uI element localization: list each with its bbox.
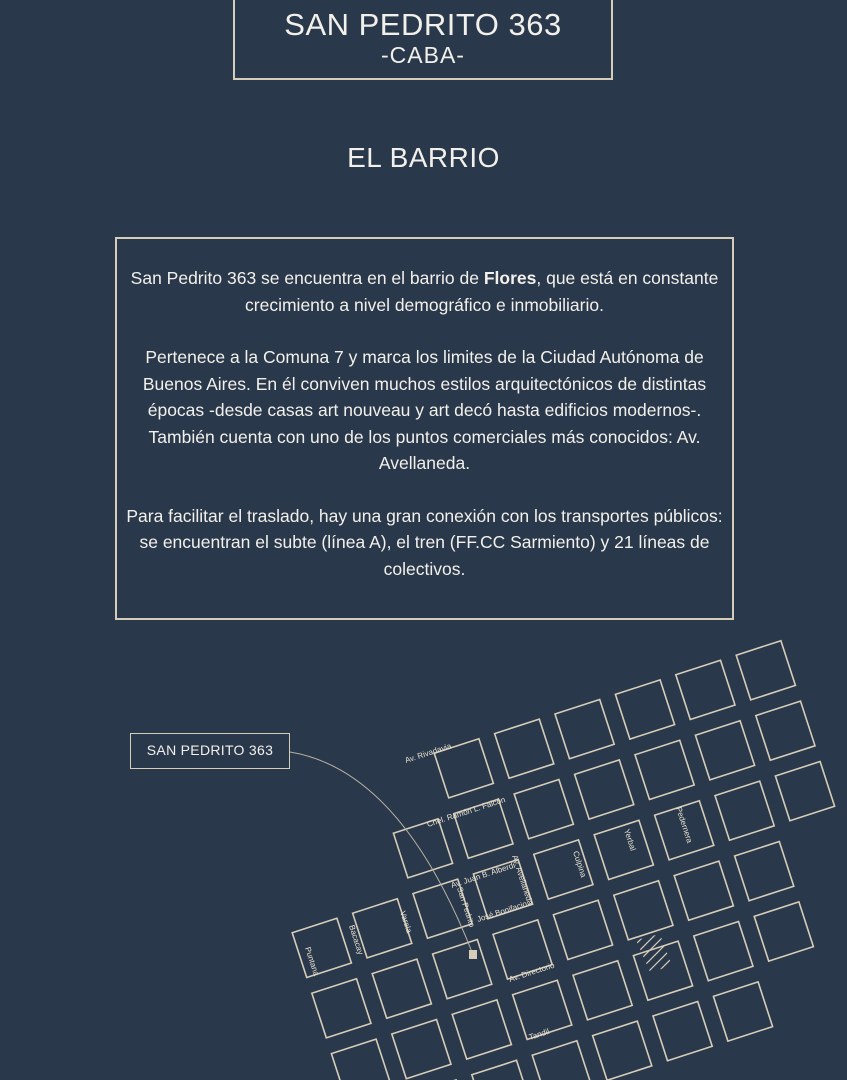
map-block bbox=[614, 881, 673, 940]
map-block bbox=[575, 760, 634, 819]
location-marker bbox=[469, 950, 477, 959]
map-block bbox=[736, 641, 795, 700]
map-block bbox=[331, 1039, 390, 1080]
street-rivadavia: Av. Rivadavia bbox=[403, 741, 453, 765]
map-block bbox=[633, 941, 692, 1000]
map-block bbox=[694, 922, 753, 981]
map-block bbox=[312, 979, 371, 1038]
map-block bbox=[593, 1021, 652, 1080]
section-heading: EL BARRIO bbox=[347, 142, 500, 173]
map-block bbox=[532, 1041, 591, 1080]
map-block bbox=[514, 780, 573, 839]
street-directorio: Av. Directorio bbox=[507, 960, 556, 984]
street-varela: Varela bbox=[398, 909, 414, 935]
street-yerbal: Yerbal bbox=[622, 827, 638, 852]
description-paragraph-2: Pertenece a la Comuna 7 y marca los limites de la Ciudad Autónoma de Buenos Aires. En él conviven muchos estilos arquitectónicos de distintas épocas -desde casas art nouveau y art decó hasta edificios modernos-. También cuenta con uno de los puntos comerciales más conocidos: Av. Avellaneda. bbox=[142, 347, 707, 473]
neighborhood-name: Flores bbox=[483, 268, 537, 288]
street-puntana: Puntana bbox=[303, 945, 321, 977]
map-block bbox=[292, 918, 351, 977]
page-subtitle: -CABA- bbox=[381, 42, 465, 68]
street-san-pedrito: San Pedrito bbox=[455, 885, 477, 929]
map-block bbox=[573, 961, 632, 1020]
map-block bbox=[495, 719, 554, 778]
map-block bbox=[676, 660, 735, 719]
map-blocks bbox=[292, 641, 834, 1080]
page-title: SAN PEDRITO 363 bbox=[284, 7, 562, 42]
map-block bbox=[555, 700, 614, 759]
map-block bbox=[674, 861, 733, 920]
map-block bbox=[754, 902, 813, 961]
map-block bbox=[653, 1002, 712, 1061]
map-block bbox=[452, 1000, 511, 1059]
street-pedernera: Pedernera bbox=[674, 805, 695, 845]
street-tandil: Tandil bbox=[527, 1026, 551, 1042]
map-block bbox=[715, 781, 774, 840]
map-block bbox=[472, 1060, 531, 1080]
map-block bbox=[735, 842, 794, 901]
map-block bbox=[433, 940, 492, 999]
street-culpina: Culpina bbox=[571, 849, 589, 879]
map-block bbox=[393, 819, 452, 878]
p1-text-after: , que está en constante crecimiento a nivel demográfico e inmobiliario. bbox=[245, 268, 719, 315]
map-block bbox=[775, 762, 834, 821]
map-block bbox=[615, 680, 674, 739]
street-alberdi: Av. Juan B. Alberdi bbox=[449, 860, 517, 890]
map-location-label: SAN PEDRITO 363 bbox=[130, 733, 290, 769]
map-block bbox=[756, 701, 815, 760]
street-bacacay: Bacacay bbox=[347, 923, 366, 956]
map-block bbox=[372, 959, 431, 1018]
description-paragraph-3: Para facilitar el traslado, hay una gran conexión con los transportes públicos: se encuentran el subte (línea A), el tren (FF.CC Sarmiento) y 21 líneas de colectivos. bbox=[126, 505, 723, 579]
map-block bbox=[392, 1020, 451, 1079]
callout-line bbox=[290, 752, 472, 952]
map-block bbox=[553, 900, 612, 959]
map-block bbox=[713, 982, 772, 1041]
street-falcon: Cnel. Ramón L. Falcón bbox=[425, 795, 507, 829]
street-jose-bonifacio: José Bonifacio bbox=[475, 899, 529, 924]
map-block bbox=[695, 721, 754, 780]
street-avellaneda: Av. Avellaneda bbox=[510, 853, 535, 907]
p1-text-before: San Pedrito 363 se encuentra en el barrio de bbox=[130, 268, 484, 288]
map-block bbox=[635, 740, 694, 799]
